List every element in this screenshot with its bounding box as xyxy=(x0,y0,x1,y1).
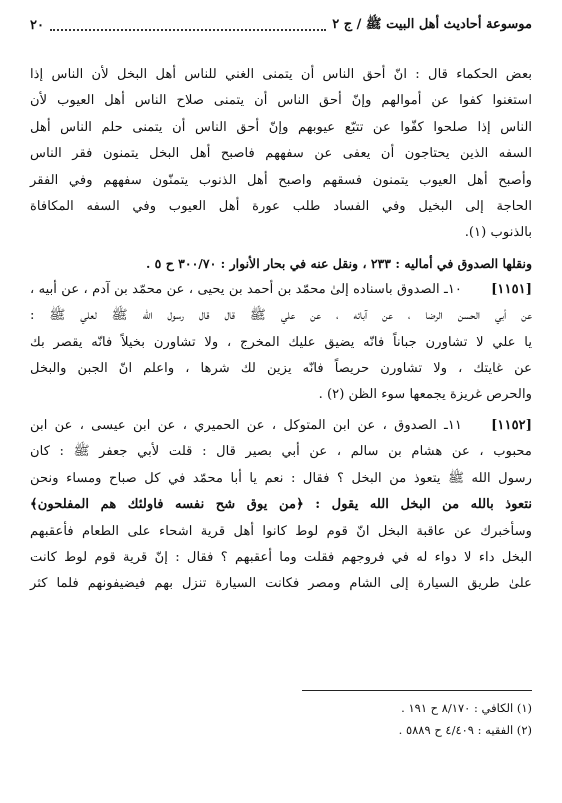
text-line: عن غايتك ، ولا تشاورن حريصاً فانّه يزين لك شرها ، واعلم انّ الجبن والبخل xyxy=(30,361,532,377)
running-header xyxy=(30,14,532,36)
text-line: وسأخبرك عن عاقبة البخل انّ قوم لوط كانوا أهل قرية اشحاء على الطعام فأعقبهم xyxy=(30,523,532,539)
hadith-first-line xyxy=(30,277,532,303)
text-line: محبوب ، عن هشام بن سالم ، عن أبي بصير قال : قلت لأبي جعفر ﷺ : كان xyxy=(30,444,532,460)
text-line: والحرص غريزة يجمعها سوء الظن (٢) . xyxy=(318,387,532,403)
text-line: بالذنوب (١). xyxy=(464,225,532,241)
main-text xyxy=(30,62,532,598)
text-line: الحاجة إلى البخيل وفي الفساد طلب عورة أهل العيوب وفي السفه المكافاة xyxy=(30,199,532,215)
footnotes xyxy=(30,690,532,741)
hadith-1152 xyxy=(30,413,532,598)
text-line: ١٠ـ الصدوق باسناده إلىٰ محمّد بن أحمد بن يحيى ، عن محمّد بن آدم ، عن أبيه ، xyxy=(30,281,462,297)
page-number: ٢٠ xyxy=(30,17,44,33)
text-line: ١١ـ الصدوق ، عن ابن المتوكل ، عن الحميري ، عن ابن عيسى ، عن ابن xyxy=(30,417,462,433)
text-line: الناس إذا صلحوا كفّوا عن تتبّع عيوبهم وإنّ أحق الناس أن يتمنى حلم الناس أهل xyxy=(30,119,532,135)
hadith-first-line xyxy=(30,413,532,439)
text-line: بعض الحكماء قال : انّ أحق الناس أن يتمنى الغني للناس أهل البخل لأن الناس إذا xyxy=(30,67,532,82)
text-line: علىٰ طريق السيارة إلى الشام ومصر فكانت السيارة تنزل بهم فيضيفونهم فلما كثر xyxy=(30,576,532,592)
footnote-1: (١) الكافي : ٨/١٧٠ ح ١٩١ . xyxy=(401,701,532,715)
text-line: البخل داء لا دواء له في فروجهم فقلت وما أعقبهم ؟ فقال : إنّ قرية قوم لوط كانت xyxy=(30,549,532,565)
hadith-1151 xyxy=(30,277,532,409)
text-line: عن أبي الحسن الرضا ، عن آبائه ، عن علي ﷺ قال قال رسول الله ﷺ لعلي ﷺ : xyxy=(30,308,532,324)
text-line: السفه الذين يحتاجون أن يعفى عن سفههم فاصبح أهل البخل يتمنون فقر الناس xyxy=(30,146,532,162)
footnote-2: (٢) الفقيه : ٤/٤٠٩ ح ٥٨٨٩ . xyxy=(398,723,532,737)
footnote-rule xyxy=(302,690,532,691)
header-title: موسوعة أحاديث أهل البيت ﷺ / ج ٢ xyxy=(332,16,532,32)
paragraph-intro xyxy=(30,62,532,247)
text-line: رسول الله ﷺ يتعوذ من البخل ؟ فقال : نعم يا أبا محمّد في كل صباح ومساء ونحن xyxy=(30,470,532,486)
header-dot-leader xyxy=(50,19,326,31)
hadith-number: [١١٥٢] xyxy=(491,417,532,433)
text-line: وأصبح أهل العيوب يتمنون فسقهم واصبح أهل الذنوب يتمنّون سفههم وفي الفقر xyxy=(30,172,532,188)
source-note: ونقلها الصدوق في أماليه : ٢٣٣ ، ونقل عنه في بحار الأنوار : ٣٠٠/٧٠ ح ٥ . xyxy=(145,255,532,271)
text-line: يا علي لا تشاورن جباناً فانّه يضيق عليك المخرج ، ولا تشاورن بخيلاً فانّه يقصر بك xyxy=(30,334,532,350)
hadith-number: [١١٥١] xyxy=(491,281,532,297)
quran-verse-line: نتعوذ بالله من البخل الله يقول : ﴿من يوق شح نفسه فاولئك هم المفلحون﴾ xyxy=(30,497,532,513)
text-line: استغنوا كفوا عن أموالهم وإنّ أحق الناس أن يتمنى صلاح الناس أهل العيوب لأن xyxy=(30,93,532,109)
